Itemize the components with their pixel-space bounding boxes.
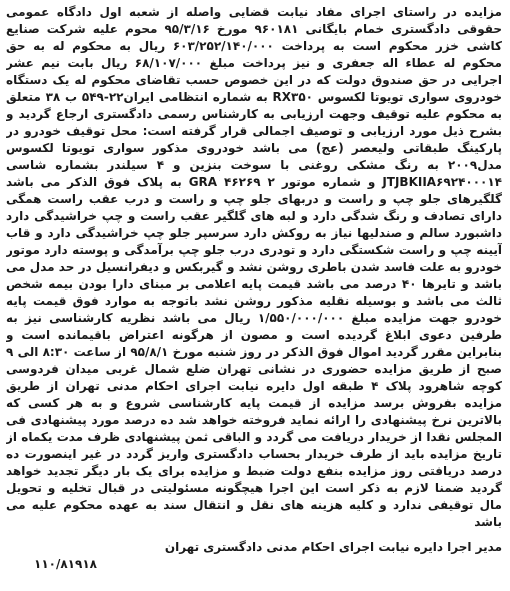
notice-text: مزایده در راستای اجرای مفاد نیابت قضایی واصله از شعبه اول دادگاه عمومی حقوقی دادگستری خمام بایگانی ۹۶۰۱۸۱ مورخ ۹۵/۳/۱۶ محوم علیه شرکت صنایع کاشی خزر محکوم است به پرداخت ۶۰۳/۲۵۲/۱۴۰/۰۰۰ ریال به محکوم له به حق محکوم له عطاء اله جعفری و نیز پرداخت مبلغ ۶۸/۱۰۷/۰۰۰ ریال بابت نیم عشر اجرایی در حق صندوق دولت که در این خصوص حسب تقاضای محکوم له یک دستگاه خودروی سواری تویوتا لکسوس RX۳۵۰ به شماره انتظامی ایران۲۲-۵۴۹ ب ۳۸ متعلق به محکوم علیه توقیف وجهت ارزیابی به کارشناس رسمی دادگستری ارجاع گردید و بشرح ذیل مورد ارزیابی و توصیف اجمالی قرار گرفته است: محل توقیف خودرو در پارکینگ طبقاتی ولیعصر (عج) می باشد خودروی مذکور سواری تویوتا لکسوس مدل۲۰۰۹ به رنگ مشکی روغنی با سوخت بنزین و ۴ سیلندر بشماره شاسی JTJBKIIA۶۹۲۴۰۰۰۱۴ و شماره موتور GRA ۴۶۲۶۹ ۲ به پلاک فوق الذکر می باشد گلگیرهای جلو چپ و راست و دربهای جلو چپ و راست و درب عقب راست همگی دارای تصادف و رنگ شدگی دارد و لبه های گلگیر عقب راست و چپ خراشیدگی دارد داشبورد سالم و صندلیها نیاز به روکش دارد سرسپر جلو چپ خراشیدگی دارد و قاب آیینه چپ و راست شکستگی دارد و تودری درب جلو چپ برآمدگی و پوسته دارد موتور خودرو به علت فاسد شدن باطری روشن نشد و گیربکس و دیفرانسیل در حد مدل می باشد و تایرها ۴۰ درصد می باشد قیمت پایه اعلامی بر مبنای دارا بودن بیمه شخص ثالث می باشد و بوسیله نقلیه مذکور روشن نشد باتوجه به موارد فوق قیمت پایه خودرو جهت مزایده مبلغ ۱/۵۵۰/۰۰۰/۰۰۰ ریال می باشد نظریه کارشناسی نیز به طرفین دعوی ابلاغ گردیده است و مصون از هرگونه اعتراض باقیمانده است و بنابراین مقرر گردید اموال فوق الذکر در روز شنبه مورخ ۹۵/۸/۱ از ساعت ۸:۳۰ الی ۹ صبح از طریق مزایده حضوری در نشانی تهران ضلع شمال غربی میدان فردوسی کوچه شاهرود پلاک ۴ طبقه اول دایره نیابت اجرای احکام مدنی تهران از طریق مزایده بفروش برسد مزایده از قیمت پایه کارشناسی شروع و به هر کسی که بالاترین نرخ پیشنهادی را ارائه نماید فروخته خواهد شد ده درصد مورد پیشنهادی فی المجلس نقدا از خریدار دریافت می گردد و الباقی ثمن پیشنهادی ظرف مدت یکماه از تاریخ مزایده باید از طرف خریدار بحساب دادگستری واریز گردد در غیر اینصورت ده درصد دریافتی روز مزایده بنفع دولت ضبط و مزایده برای یک بار دیگر تجدید خواهد گردید ضمنا لازم به ذکر است این اجرا هیچگونه مسئولیتی در قبال تخلیه و تحویل مال توقیفی ندارد و کلیه هزینه های نقل و انتقال سند به عهده محکوم علیه می باشد [6, 5, 502, 529]
reference-number: ۱۱۰/۸۱۹۱۸ [34, 557, 97, 571]
signature-line: مدیر اجرا دایره نیابت اجرای احکام مدنی دادگستری تهران [164, 540, 502, 554]
auction-notice-body [6, 4, 502, 560]
notice-footer [6, 539, 502, 579]
